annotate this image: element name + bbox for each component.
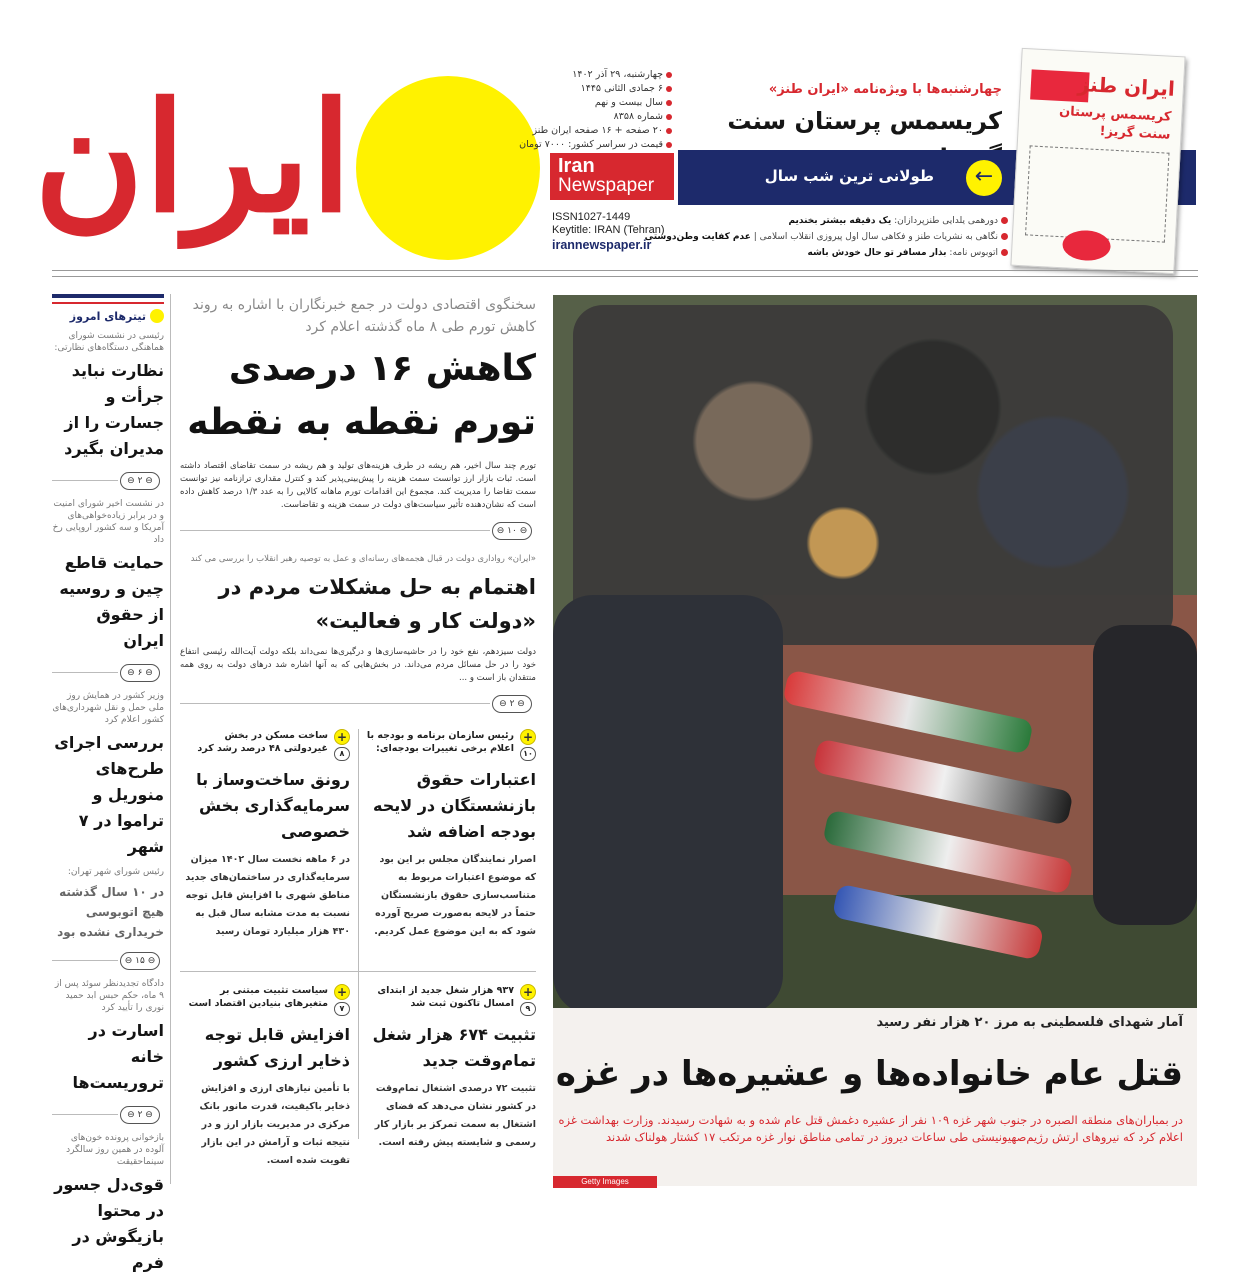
promo-line[interactable]: دورهمی یلدایی طنزپردازان: یک دقیقه بیشتر بخندیم — [700, 213, 1008, 229]
middle-column — [180, 294, 536, 1166]
cell-headline: رونق ساخت‌وساز با سرمایه‌گذاری بخش خصوصی — [196, 770, 350, 841]
headline-title: قوی‌دل جسور در محتوا بازیگوش در فرم — [54, 1175, 164, 1272]
photo-crowd — [553, 595, 783, 1015]
plus-icon: + — [334, 729, 350, 745]
cell-body: در ۶ ماهه نخست سال ۱۴۰۲ میزان سرمایه‌گذاری در ساختمان‌های جدید مناطق شهری با افزایش قابل توجه نسبت به مدت مشابه سال قبل به ۴۳۰ هزار میلیارد تومان رسید — [185, 854, 350, 937]
masthead-logo: ایران — [33, 70, 352, 246]
plus-icon: + — [520, 984, 536, 1000]
second-body: دولت سیزدهم، نفع خود را در حاشیه‌سازی‌ها و درگیری‌ها نمی‌داند بلکه دولت آیت‌الله رئیسی انتفاع خود را در حل مسائل مردم می‌داند. در بخش‌هایی که به آنها اشاره شد درهای دولت به روی همه منتقدان باز است و ... — [180, 647, 536, 683]
page-number: ⊖ ۶ ⊖ — [120, 664, 160, 682]
magazine-illustration — [1025, 145, 1170, 242]
page-number: ⊖ ۱۰ ⊖ — [492, 522, 532, 540]
second-kicker: «ایران» روادارى دولت در قبال هجمه‌هاى رسانه‌اى و عمل به توصیه رهبر انقلاب را بررسى مى کند — [190, 554, 536, 564]
main-kicker: آمار شهدای فلسطینی به مرز ۲۰ هزار نفر رسید — [876, 1015, 1183, 1030]
headline-title: نظارت نباید جرأت و جسارت را از مدیران بگیرد — [64, 361, 164, 458]
cell-body: اصرار نمایندگان مجلس بر این بود که موضوع اعتبارات مربوط به متناسب‌سازی حقوق بازنشستگان حتماً در لایحه به‌صورت صریح آورده شود که به این موضوع عمل کردیم. — [374, 854, 536, 937]
issue-price: قیمت در سراسر کشور: ۷۰۰۰ تومان — [540, 138, 672, 152]
headline-kicker: بازخوانی پرونده خون‌های آلوده در همین روز سالگرد سینماحقیقت — [66, 1133, 164, 1167]
cell-headline: اعتبارات حقوق بازنشستگان در لایحه بودجه اضافه شد — [372, 770, 536, 841]
photo-crowd — [1093, 625, 1197, 925]
sun-emblem — [356, 76, 540, 260]
page-ref[interactable] — [52, 950, 164, 972]
issn: ISSN1027-1449 — [552, 211, 631, 223]
main-body: در بمباران‌های منطقه الصبره در جنوب شهر غزه ۱۰۹ نفر از عشیره دغمش قتل عام شده و به شهادت رسیدند. وزارت بهداشت غزه اعلام کرد که نیروهای ارتش رژیم‌صهیونیستی طی ساعات دیروز در تمامی مناطق نوار غزه مرتکب ۱۷ کشتار هولناک شدند — [558, 1113, 1183, 1144]
headlines-column — [52, 294, 164, 1276]
cell-headline: افزایش قابل توجه ذخایر ارزی کشور — [204, 1025, 350, 1070]
issue-pages: ۲۰ صفحه + ۱۶ صفحه ایران طنز — [540, 124, 672, 138]
masthead-rule — [52, 270, 1198, 271]
promo-bar-text: طولانی ترین شب سال — [764, 167, 934, 185]
main-headline[interactable]: قتل عام خانواده‌ها و عشیره‌ها در غزه — [555, 1054, 1183, 1094]
headline-kicker: رئیس شورای شهر تهران: — [67, 867, 164, 877]
photo-credit: Getty Images — [553, 1176, 657, 1188]
headline-item[interactable] — [52, 1132, 164, 1276]
issue-date: چهارشنبه، ۲۹ آذر ۱۴۰۲ — [540, 68, 672, 82]
page-ref[interactable] — [180, 693, 536, 715]
arrow-left-icon: ← — [966, 160, 1002, 196]
column-divider — [170, 294, 171, 1184]
cell-page-number: ۸ — [334, 747, 350, 761]
headlines-header — [52, 294, 164, 324]
magazine-cover-image[interactable] — [1010, 48, 1185, 274]
headline-kicker: وزیر کشور در همایش روز ملی حمل و نقل شهرداری‌های کشور اعلام کرد — [52, 691, 164, 725]
news-cell[interactable] — [366, 729, 536, 941]
headline-title: اسارت در خانه تروریست‌ها — [72, 1021, 164, 1092]
headline-item[interactable] — [52, 498, 164, 684]
issue-number: شماره ۸۳۵۸ — [540, 110, 672, 124]
yellow-dot-icon — [150, 309, 164, 323]
headline-item[interactable] — [52, 978, 164, 1126]
news-cell[interactable] — [366, 984, 536, 1152]
page-ref[interactable] — [180, 520, 536, 542]
page-number: ⊖ ۲ ⊖ — [492, 695, 532, 713]
page-ref[interactable] — [52, 1104, 164, 1126]
keytitle: Keytitle: IRAN (Tehran) — [552, 224, 665, 236]
cell-kicker: + ۹ ۹۳۷ هزار شغل جدید از ابتدای امسال تاکنون ثبت شد — [366, 984, 536, 1014]
brand-iran: Iran — [558, 155, 595, 177]
promo-title[interactable]: کریسمس پرستان سنت — [727, 107, 1002, 135]
lead-headline[interactable]: کاهش ۱۶ درصدی تورم نقطه به نقطه — [187, 348, 536, 443]
grid-divider — [358, 729, 359, 1139]
page-number: ⊖ ۱۵ ⊖ — [120, 952, 160, 970]
cell-page-number: ۷ — [334, 1002, 350, 1016]
page-number: ⊖ ۲ ⊖ — [120, 472, 160, 490]
english-brand — [550, 153, 674, 200]
brand-newspaper: Newspaper — [558, 175, 655, 196]
masthead-rule — [52, 276, 1198, 277]
photo-crowd — [573, 305, 1173, 645]
news-grid — [180, 719, 536, 1166]
cell-body: با تأمین نیازهای ارزی و افزایش ذخایر باکیفیت، قدرت مانور بانک مرکزی در مدیریت بازار ارز و در نتیجه ثبات و آرامش در این بازار تقویت شده است. — [199, 1083, 350, 1166]
headline-title: بررسی اجرای طرح‌های منوریل و تراموا در ۷ شهر — [54, 733, 164, 856]
promo-sublines — [644, 213, 1008, 261]
news-cell[interactable] — [180, 984, 350, 1170]
news-cell[interactable] — [180, 729, 350, 941]
issue-info — [519, 68, 672, 152]
page-ref[interactable] — [52, 470, 164, 492]
cell-page-number: ۹ — [520, 1002, 536, 1016]
cell-kicker: + ۷ سیاست تثبیت مبتنی بر متغیرهای بنیادین اقتصاد است — [180, 984, 350, 1014]
headlines-header-label: تیترهای امروز — [69, 310, 146, 323]
second-headline[interactable]: اهتمام به حل مشکلات مردم در «دولت کار و فعالیت» — [218, 575, 536, 633]
magazine-title: کریسمس پرستان سنت گریز! — [1058, 103, 1172, 143]
promo-line[interactable]: نگاهی به نشریات طنز و فکاهی سال اول پیروزی انقلاب اسلامی | عدم کفایت وطن‌دوستی — [700, 229, 1008, 245]
headline-kicker: دادگاه تجدیدنظر سوئد پس از ۹ ماه، حکم حبس ابد حمید نوری را تأیید کرد — [54, 979, 164, 1013]
page-number: ⊖ ۲ ⊖ — [120, 1106, 160, 1124]
magazine-name: ایران طنز — [1077, 71, 1176, 101]
cell-kicker: + ۱۰ رئیس سازمان برنامه و بودجه با اعلام برخی تغییرات بودجه‌ای: — [366, 729, 536, 759]
cell-page-number: ۱۰ — [520, 747, 536, 761]
issue-hijri-date: ۶ جمادی الثانی ۱۴۴۵ — [540, 82, 672, 96]
plus-icon: + — [520, 729, 536, 745]
lead-kicker: سخنگوی اقتصادی دولت در جمع خبرنگاران با اشاره به روند کاهش تورم طی ۸ ماه گذشته اعلام کرد — [192, 297, 536, 335]
headline-kicker: رئیسی در نشست شورای هماهنگی دستگاه‌های نظارتی: — [54, 331, 164, 353]
website-link[interactable]: irannewspaper.ir — [552, 238, 652, 252]
page-ref[interactable] — [52, 662, 164, 684]
cell-headline: تثبیت ۶۷۴ هزار شغل تمام‌وقت جدید — [372, 1025, 536, 1070]
grid-divider — [180, 971, 536, 972]
headline-item[interactable] — [52, 690, 164, 860]
lead-body: تورم چند سال اخیر، هم ریشه در طرف هزینه‌های تولید و هم ریشه در سمت تقاضای اقتصاد داشته است. ثبات بازار ارز توانست سمت هزینه را پیش‌بینی‌پذیر کند و کنترل مقداری ترازنامه نیز توانست سمت تقاضا را مدیریت کند. مجموع این اقدامات تورم ماهانه کالایی را به عدد ۱/۳ درصد کاهش داده است که نشان‌دهنده تأثیر سیاست‌های دولت در سمت هزینه و تقاضاست. — [180, 461, 536, 510]
issue-year: سال بیست و نهم — [540, 96, 672, 110]
cell-body: تثبیت ۷۲ درصدی اشتغال تمام‌وقت در کشور نشان می‌دهد که فضای اشتغال به سمت تمرکز بر بازار کار رسمی و شایسته پیش رفته است. — [374, 1083, 536, 1148]
promo-kicker: چهارشنبه‌ها با ویژه‌نامه «ایران طنز» — [768, 82, 1002, 97]
promo-line[interactable]: اتوبوس نامه: بذار مسافر تو حال خودش باشه — [700, 245, 1008, 261]
plus-icon: + — [334, 984, 350, 1000]
headline-item[interactable] — [52, 330, 164, 492]
lead-photo[interactable] — [553, 295, 1197, 1015]
headline-kicker: در نشست اخیر شورای امنیت و در برابر زیاده‌خواهی‌های آمریکا و سه کشور اروپایی رخ داد — [52, 499, 164, 545]
headline-title: حمایت قاطع چین و روسیه از حقوق ایران — [59, 553, 164, 650]
headline-item[interactable] — [52, 866, 164, 972]
cell-kicker: + ۸ ساخت مسکن در بخش غیردولتی ۴۸ درصد رشد کرد — [180, 729, 350, 759]
headline-title: در ۱۰ سال گذشته هیچ اتوبوسی خریداری نشده بود — [57, 885, 164, 939]
